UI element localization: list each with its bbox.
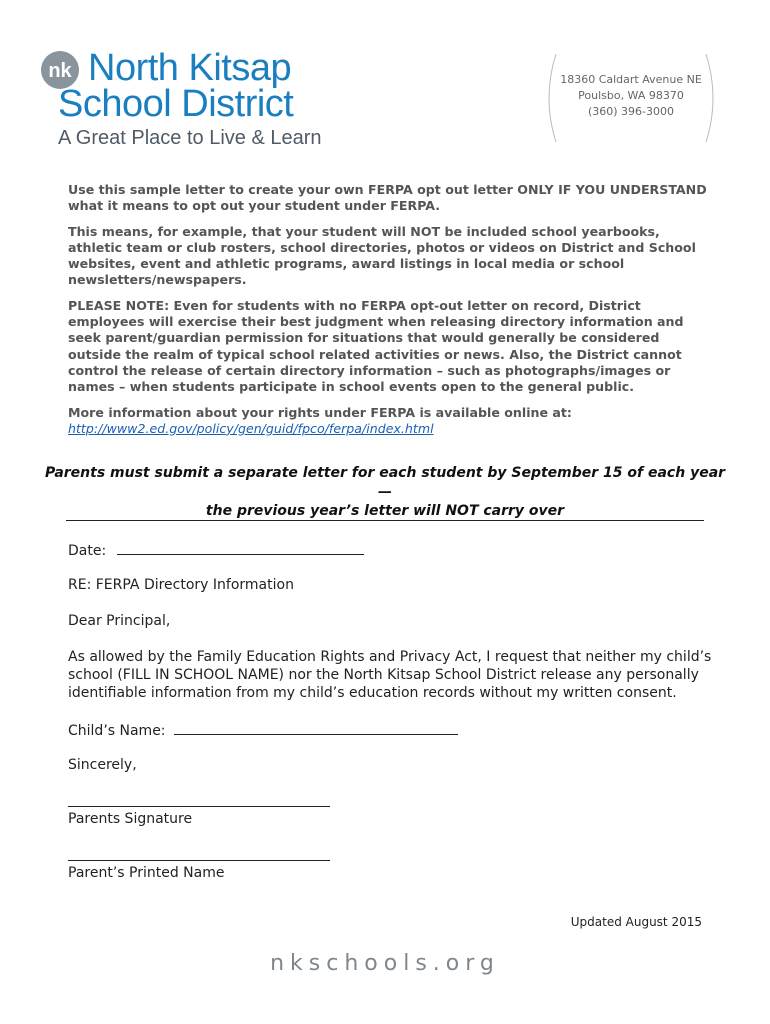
deadline-notice xyxy=(40,464,730,521)
salutation: Dear Principal, xyxy=(68,613,171,629)
body-line-2: school (FILL IN SCHOOL NAME) nor the North Kitsap School District release any personally xyxy=(68,667,699,683)
website-footer: nkschools.org xyxy=(270,951,500,976)
child-name-label: Child’s Name: xyxy=(68,723,166,739)
re-line: RE: FERPA Directory Information xyxy=(68,577,294,593)
printed-name-label: Parent’s Printed Name xyxy=(68,865,225,881)
intro-paragraph-4: More information about your rights under FERPA is available online at: xyxy=(68,404,572,420)
date-field[interactable] xyxy=(117,540,364,555)
deadline-line-2: the previous year’s letter will NOT carry over xyxy=(205,503,565,519)
tagline: A Great Place to Live & Learn xyxy=(58,127,322,149)
date-label: Date: xyxy=(68,543,107,559)
closing: Sincerely, xyxy=(68,757,137,773)
address-phone: (360) 396-3000 xyxy=(587,105,675,118)
address-block xyxy=(548,52,714,144)
intro-paragraph-3: PLEASE NOTE: Even for students with no FERPA opt-out letter on record, District employees will exercise their best judgment when releasing directory information and seek parent/guardian permission for situations that would generally be considered outside the realm of typical school related activities or news. Also, the District cannot control the release of certain directory information – such as photographs/images or names – when students participate in school events open to the general public. xyxy=(68,297,684,395)
signature-label: Parents Signature xyxy=(68,811,193,827)
signature-field[interactable] xyxy=(68,806,330,807)
printed-name-field[interactable] xyxy=(68,860,330,861)
intro-paragraph-1: Use this sample letter to create your own FERPA opt out letter ONLY IF YOU UNDERSTAND what it means to opt out your student under FERPA. xyxy=(68,182,707,214)
body-line-3: identifiable information from my child’s education records without my written consent. xyxy=(68,685,677,701)
svg-text:nk: nk xyxy=(48,60,72,82)
ferpa-link[interactable]: http://www2.ed.gov/policy/gen/guid/fpco/ferpa/index.html xyxy=(68,420,434,436)
deadline-line-1: Parents must submit a separate letter for each student by September 15 of each year— xyxy=(44,465,726,500)
intro-section xyxy=(68,182,708,437)
updated-date: Updated August 2015 xyxy=(570,915,702,929)
intro-paragraph-2: This means, for example, that your student will NOT be included school yearbooks, athletic team or club rosters, school directories, photos or videos on District and School websites, event and athletic programs, award listings in local media or school newsletters/newspapers. xyxy=(68,223,696,288)
child-name-field[interactable] xyxy=(174,720,458,735)
logo-text-school-district: School District xyxy=(58,83,294,125)
divider xyxy=(66,520,704,521)
address-city: Poulsbo, WA 98370 xyxy=(578,89,684,102)
logo-text-north-kitsap: North Kitsap xyxy=(88,47,292,89)
address-street: 18360 Caldart Avenue NE xyxy=(560,73,702,86)
body-line-1: As allowed by the Family Education Rights and Privacy Act, I request that neither my child’s xyxy=(68,649,712,665)
